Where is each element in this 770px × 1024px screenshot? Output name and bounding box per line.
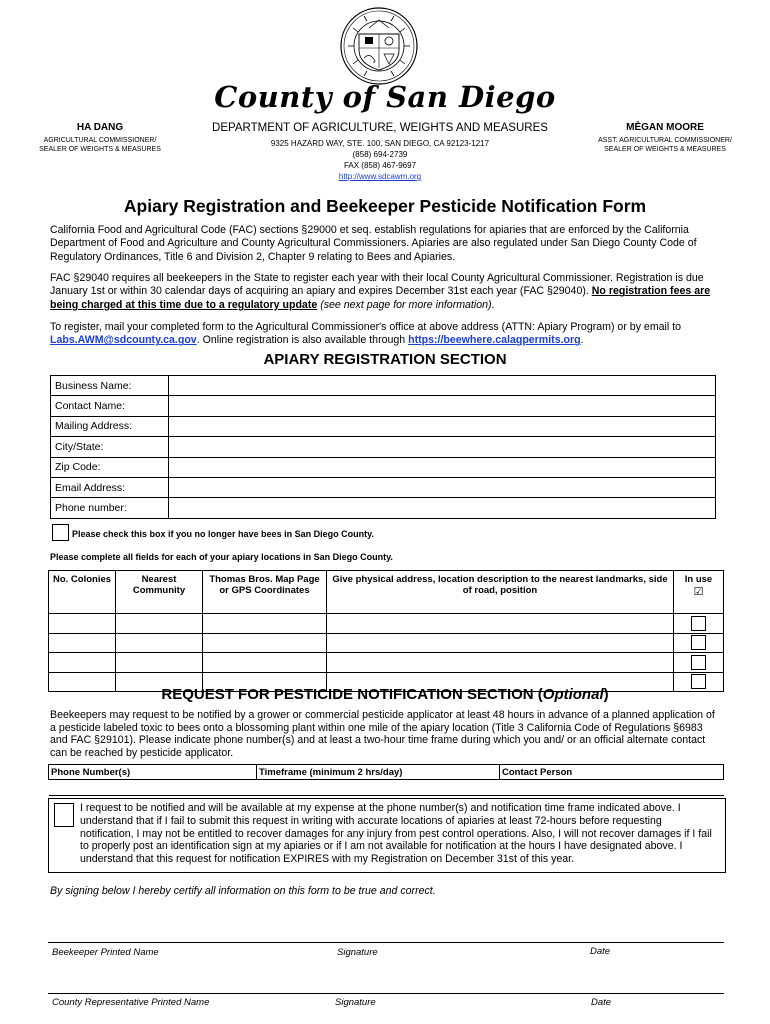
col-inuse [674,571,724,614]
department-block [175,122,585,182]
business-name-field[interactable] [169,376,716,396]
email-address-field[interactable] [169,477,716,497]
assistant-commissioner-title-1: ASST. AGRICULTURAL COMMISSIONER/ [598,137,732,144]
fee-notice: No registration fees are being charged at this time due to a regulatory update [50,285,711,311]
city-state-row [51,437,716,457]
phone-number-label: Phone number: [51,498,169,518]
zip-code-label: Zip Code: [51,457,169,477]
commissioner-title-2: SEALER OF WEIGHTS & MEASURES [39,146,161,153]
beekeeper-date-label: Date [590,946,611,957]
fac-paragraph [50,272,718,312]
mailing-address-field[interactable] [169,416,716,436]
commissioner-title-1: AGRICULTURAL COMMISSIONER/ [43,137,157,144]
col-community: Nearest Community [116,571,203,614]
colonies-cell[interactable] [49,614,116,634]
zip-code-field[interactable] [169,457,716,477]
contact-name-row [51,396,716,416]
county-name-heading: County of San Diego [214,80,556,114]
beekeeper-name-label: Beekeeper Printed Name [52,947,159,958]
col-timeframe: Timeframe (minimum 2 hrs/day) [257,765,500,780]
email-address-label: Email Address: [51,477,169,497]
pesticide-description: Beekeepers may request to be notified by a grower or commercial pesticide applicator at least 48 hours in advance of a planned application of a pesticide labeled toxic to bees onto a blossoming plant within one mile of the apiary location (Title 3 California Code of Regulations §6983 and FAC §29101). Please indicate phone number(s) and at least a two-hour time frame during which you and/ or an official alternate contact can be reached by pesticide applicator. [50,709,715,759]
map-cell[interactable] [203,633,327,653]
pesticide-title-close: ) [603,686,609,703]
online-registration-link[interactable]: https://beewhere.calagpermits.org [408,334,581,347]
email-link[interactable]: Labs.AWM@sdcounty.ca.gov [50,334,197,347]
col-address: Give physical address, location description to the nearest landmarks, side of road, position [327,571,674,614]
commissioner-block [25,122,175,154]
commissioner-name: HA DANG [76,122,124,133]
register-paragraph [50,321,718,348]
timeframe-entry-cell[interactable] [257,780,500,796]
col-inuse-label: In use [684,574,713,585]
notification-header-row [49,765,724,780]
department-fax: FAX (858) 467-9697 [343,161,417,170]
inuse-checkbox[interactable] [691,616,706,631]
fac-end: . [491,298,495,311]
assistant-commissioner-block [585,122,745,154]
col-colonies: No. Colonies [49,571,116,614]
register-text-3: . [580,334,584,347]
city-state-field[interactable] [169,437,716,457]
department-address: 9325 HAZARD WAY, STE. 100, SAN DIEGO, CA 92123-1217 [270,139,490,148]
zip-code-row [51,457,716,477]
department-phone: (858) 694-2739 [352,150,408,159]
location-row [49,633,724,653]
apiary-section-title: APIARY REGISTRATION SECTION [263,351,507,368]
address-cell[interactable] [327,614,674,634]
intro-paragraph: California Food and Agricultural Code (FAC) sections §29000 et seq. establish regulations for apiaries that are enforced by the California Department of Food and Agriculture and County Agricultural Commissioners. Apiaries are also regulated under San Diego County Code of Regulatory Ordinances, Title 6 and Division 2, Chapter 9 relating to Bees and Apiaries. [50,224,697,263]
contact-name-field[interactable] [169,396,716,416]
mailing-address-label: Mailing Address: [51,416,169,436]
certify-statement: By signing below I hereby certify all information on this form to be true and correct. [50,885,436,897]
phone-number-row [51,498,716,518]
location-row [49,614,724,634]
registration-table [50,375,716,519]
community-cell[interactable] [116,633,203,653]
address-cell[interactable] [327,633,674,653]
address-cell[interactable] [327,653,674,673]
fac-text: FAC §29040 requires all beekeepers in the State to register each year with their local County Agricultural Commissioner. Registration is due January 1st or within 30 calendar days of acquiring an apiary and expires December 31st each year (FAC §29040). [50,272,704,298]
map-cell[interactable] [203,614,327,634]
col-contact-person: Contact Person [500,765,724,780]
inuse-checked-mark: ☑ [693,586,704,598]
email-address-row [51,477,716,497]
form-title: Apiary Registration and Beekeeper Pesticide Notification Form [123,196,647,216]
county-rep-signature-line[interactable] [48,993,724,994]
community-cell[interactable] [116,653,203,673]
col-phone-numbers: Phone Number(s) [49,765,257,780]
location-row [49,653,724,673]
colonies-cell[interactable] [49,633,116,653]
notification-request-checkbox[interactable] [54,803,74,827]
phone-number-field[interactable] [169,498,716,518]
register-text-1: To register, mail your completed form to the Agricultural Commissioner's office at above address (ATTN: Apiary Program) or by email to [50,321,682,333]
county-seal-logo [339,6,419,86]
locations-instruction: Please complete all fields for each of your apiary locations in San Diego County. [50,552,393,562]
next-page-note: (see next page for more information) [317,298,492,311]
notification-entry-row [49,780,724,796]
county-rep-date-label: Date [591,997,612,1008]
contact-entry-cell[interactable] [500,780,724,796]
contact-name-label: Contact Name: [51,396,169,416]
col-map: Thomas Bros. Map Page or GPS Coordinates [203,571,327,614]
beekeeper-signature-line[interactable] [48,942,724,943]
mailing-address-row [51,416,716,436]
no-bees-label: Please check this box if you no longer have bees in San Diego County. [72,529,374,539]
pesticide-section-title [0,686,770,703]
apiary-locations-table [48,570,724,692]
assistant-commissioner-title-2: SEALER OF WEIGHTS & MEASURES [604,146,726,153]
phone-entry-cell[interactable] [49,780,257,796]
county-rep-signature-label: Signature [335,997,376,1008]
consent-statement: I request to be notified and will be available at my expense at the phone number(s) and notification time frame indicated above. I understand that if I fail to submit this request in writing with accurate locations of apiaries at least 72-hours before requesting notification, I may not be entitled to recover damages for any injury from pest control operations. Also, I will not recover damages if I fail to properly post an identification sign at my apiaries or if I am not available for notification at the hours I have designated above. I understand that this request for notification EXPIRES with my Registration on December 31st of this year. [80,802,712,866]
beekeeper-signature-label: Signature [337,947,378,958]
business-name-label: Business Name: [51,376,169,396]
inuse-checkbox[interactable] [691,655,706,670]
inuse-checkbox[interactable] [691,635,706,650]
assistant-commissioner-name: MĒGAN MOORE [626,122,704,133]
locations-header-row [49,571,724,614]
pesticide-title-text: REQUEST FOR PESTICIDE NOTIFICATION SECTION ( [161,686,543,703]
notification-contact-table [48,764,724,796]
colonies-cell[interactable] [49,653,116,673]
register-text-2: . Online registration is also available through [196,334,409,347]
map-cell[interactable] [203,653,327,673]
department-website-link[interactable]: http://www.sdcawm.org [338,172,422,181]
community-cell[interactable] [116,614,203,634]
pesticide-title-optional: Optional [542,686,604,703]
county-rep-name-label: County Representative Printed Name [52,997,210,1008]
department-name: DEPARTMENT OF AGRICULTURE, WEIGHTS AND MEASURES [212,122,548,134]
city-state-label: City/State: [51,437,169,457]
business-name-row [51,376,716,396]
no-bees-checkbox[interactable] [52,524,69,541]
